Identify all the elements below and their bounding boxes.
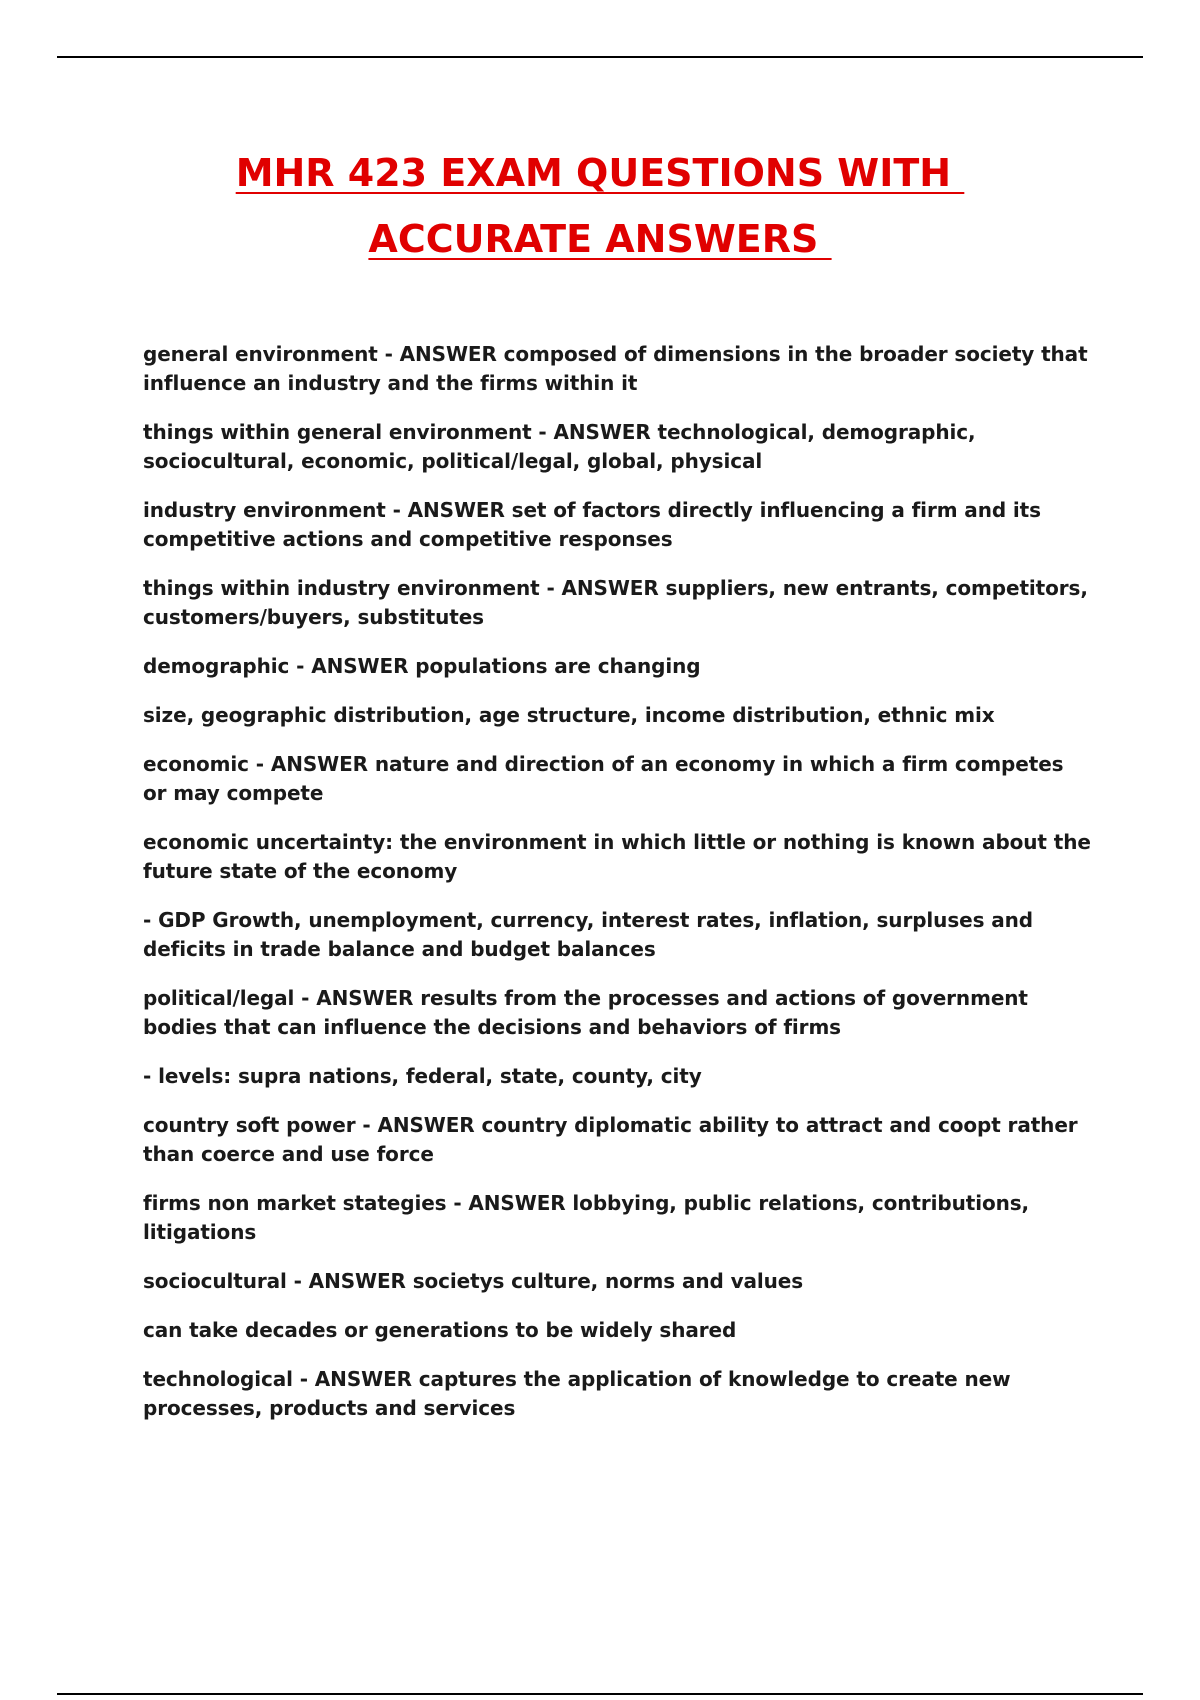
bottom-rule [57, 1693, 1143, 1695]
qa-entry: size, geographic distribution, age structure, income distribution, ethnic mix [143, 703, 995, 727]
qa-entry: general environment - ANSWER composed of dimensions in the broader society that influence an industry and the firms within it [143, 342, 1088, 395]
qa-entry: - levels: supra nations, federal, state, county, city [143, 1064, 702, 1088]
qa-entry: things within general environment - ANSWER technological, demographic, sociocultural, economic, political/legal, global, physical [143, 420, 976, 473]
qa-entry: - GDP Growth, unemployment, currency, interest rates, inflation, surpluses and deficits in trade balance and budget balances [143, 908, 1034, 961]
qa-entry: firms non market stategies - ANSWER lobbying, public relations, contributions, litigations [143, 1191, 1030, 1244]
qa-list [143, 340, 1093, 1443]
qa-entry: demographic - ANSWER populations are changing [143, 654, 701, 678]
title-line-2: ACCURATE ANSWERS [368, 217, 832, 261]
qa-entry: things within industry environment - ANSWER suppliers, new entrants, competitors, customers/buyers, substitutes [143, 576, 1088, 629]
document-title [0, 140, 1200, 272]
top-rule [57, 56, 1143, 58]
qa-entry: economic uncertainty: the environment in which little or nothing is known about the future state of the economy [143, 830, 1091, 883]
qa-entry: sociocultural - ANSWER societys culture, norms and values [143, 1269, 804, 1293]
qa-entry: political/legal - ANSWER results from the processes and actions of government bodies that can influence the decisions and behaviors of firms [143, 986, 1028, 1039]
qa-entry: economic - ANSWER nature and direction of an economy in which a firm competes or may compete [143, 752, 1064, 805]
qa-entry: can take decades or generations to be widely shared [143, 1318, 737, 1342]
title-line-1: MHR 423 EXAM QUESTIONS WITH [235, 151, 965, 195]
qa-entry: country soft power - ANSWER country diplomatic ability to attract and coopt rather than coerce and use force [143, 1113, 1078, 1166]
qa-entry: technological - ANSWER captures the application of knowledge to create new processes, products and services [143, 1367, 1011, 1420]
qa-entry: industry environment - ANSWER set of factors directly influencing a firm and its competitive actions and competitive responses [143, 498, 1041, 551]
